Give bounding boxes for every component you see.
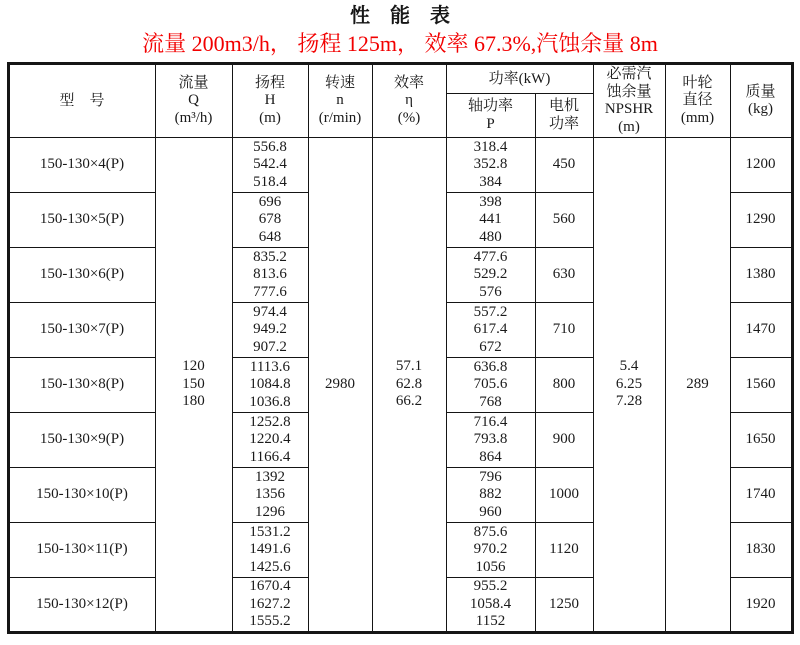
head-value: 1531.2 — [249, 523, 291, 540]
head-values-cell — [232, 578, 308, 633]
shaft-power-values-cell — [446, 358, 535, 413]
model-cell: 150-130×6(P) — [8, 248, 155, 303]
header-line: 转速 — [324, 74, 355, 91]
shaft-power-values-cell — [446, 248, 535, 303]
performance-table — [7, 62, 794, 634]
header-line: 必需汽 — [606, 66, 652, 82]
shaft-power-values-cell — [446, 413, 535, 468]
head-value: 1555.2 — [249, 613, 291, 630]
shaft-power-value: 576 — [479, 283, 502, 300]
head-values-cell — [232, 248, 308, 303]
header-line: (kg) — [748, 101, 773, 117]
header-line: (%) — [397, 109, 421, 126]
head-value: 1491.6 — [249, 541, 291, 558]
shaft-power-value: 796 — [479, 468, 502, 485]
flow-value: 120 — [182, 358, 205, 375]
efficiency-shared-cell — [372, 138, 446, 633]
header-line: (mm) — [680, 109, 715, 126]
head-values-cell — [232, 358, 308, 413]
head-value: 813.6 — [253, 266, 287, 283]
head-value: 777.6 — [253, 283, 287, 300]
motor-power-cell: 1250 — [535, 578, 593, 633]
model-cell: 150-130×8(P) — [8, 358, 155, 413]
shaft-power-value: 768 — [479, 393, 502, 410]
model-cell: 150-130×7(P) — [8, 303, 155, 358]
head-value: 542.4 — [253, 156, 287, 173]
shaft-power-value: 955.2 — [473, 578, 508, 595]
shaft-power-values-cell — [446, 138, 535, 193]
header-row-top — [8, 64, 792, 94]
head-values-cell — [232, 468, 308, 523]
head-value: 1627.2 — [249, 595, 291, 612]
shaft-power-value: 384 — [479, 173, 502, 190]
mass-cell: 1380 — [730, 248, 792, 303]
head-values-cell — [232, 413, 308, 468]
header-line: n — [336, 92, 344, 109]
flow-value: 150 — [182, 375, 205, 392]
mass-cell: 1290 — [730, 193, 792, 248]
shaft-power-value: 960 — [479, 503, 502, 520]
model-cell: 150-130×11(P) — [8, 523, 155, 578]
header-line: 直径 — [682, 92, 713, 109]
shaft-power-value: 480 — [479, 228, 502, 245]
head-value: 907.2 — [253, 338, 287, 355]
shaft-power-value: 477.6 — [473, 248, 508, 265]
flow-shared-cell — [155, 138, 232, 633]
col-header-motor-power — [535, 94, 593, 138]
header-line: 蚀余量 — [606, 83, 652, 100]
head-value: 1356 — [255, 486, 285, 503]
head-value: 1220.4 — [249, 431, 291, 448]
shaft-power-value: 672 — [479, 338, 502, 355]
head-value: 648 — [258, 228, 282, 245]
header-line: 效率 — [393, 74, 424, 91]
header-line: (m) — [618, 118, 640, 135]
head-value: 835.2 — [253, 248, 287, 265]
shaft-power-value: 1058.4 — [469, 595, 512, 612]
shaft-power-value: 882 — [479, 486, 502, 503]
header-line: η — [405, 92, 413, 109]
rated-parameters-subtitle: 流量 200m3/h， 扬程 125m， 效率 67.3%,汽蚀余量 8m — [142, 31, 658, 56]
col-header-flow — [155, 64, 232, 138]
col-header-speed — [308, 64, 372, 138]
header-line: 轴功率 — [467, 98, 513, 114]
efficiency-value: 62.8 — [395, 375, 423, 392]
motor-power-cell: 710 — [535, 303, 593, 358]
head-values-cell — [232, 523, 308, 578]
head-values-cell — [232, 303, 308, 358]
head-value: 1296 — [255, 503, 285, 520]
header-line: 流量 — [178, 74, 209, 91]
motor-power-cell: 1000 — [535, 468, 593, 523]
mass-cell: 1650 — [730, 413, 792, 468]
shaft-power-value: 1056 — [475, 558, 506, 575]
head-values-cell — [232, 193, 308, 248]
shaft-power-value: 557.2 — [473, 303, 508, 320]
header-line: 扬程 — [254, 74, 285, 91]
header-line: P — [486, 115, 495, 132]
speed-shared-cell: 2980 — [308, 138, 372, 633]
shaft-power-values-cell — [446, 303, 535, 358]
mass-cell: 1830 — [730, 523, 792, 578]
model-cell: 150-130×5(P) — [8, 193, 155, 248]
shaft-power-value: 529.2 — [473, 266, 508, 283]
shaft-power-value: 1152 — [475, 613, 506, 630]
head-value: 1166.4 — [249, 448, 291, 465]
mass-cell: 1560 — [730, 358, 792, 413]
npshr-shared-cell — [593, 138, 665, 633]
motor-power-cell: 800 — [535, 358, 593, 413]
motor-power-cell: 1120 — [535, 523, 593, 578]
shaft-power-values-cell — [446, 578, 535, 633]
header-line: 功率 — [548, 115, 579, 132]
head-value: 1392 — [255, 468, 285, 485]
head-value: 1670.4 — [249, 578, 291, 595]
header-line: 叶轮 — [682, 74, 713, 91]
motor-power-cell: 630 — [535, 248, 593, 303]
head-value: 678 — [258, 211, 282, 228]
shaft-power-value: 318.4 — [473, 138, 508, 155]
mass-cell: 1740 — [730, 468, 792, 523]
col-header-mass — [730, 64, 792, 138]
head-value: 556.8 — [253, 138, 287, 155]
model-cell: 150-130×9(P) — [8, 413, 155, 468]
head-value: 1252.8 — [249, 413, 291, 430]
npshr-value: 7.28 — [615, 393, 643, 410]
header-line: Q — [188, 92, 199, 109]
head-value: 949.2 — [253, 321, 287, 338]
mass-cell: 1200 — [730, 138, 792, 193]
header-line: (m) — [259, 109, 281, 126]
col-header-power-group: 功率(kW) — [446, 64, 593, 94]
shaft-power-value: 352.8 — [473, 156, 508, 173]
shaft-power-value: 864 — [479, 448, 502, 465]
table-row — [8, 138, 792, 193]
shaft-power-value: 793.8 — [473, 431, 508, 448]
shaft-power-value: 875.6 — [473, 523, 508, 540]
header-line: (m³/h) — [174, 109, 213, 126]
shaft-power-value: 705.6 — [473, 376, 508, 393]
header-line: NPSHR — [604, 101, 654, 117]
col-header-impeller-diameter — [665, 64, 730, 138]
head-values-cell — [232, 138, 308, 193]
model-cell: 150-130×4(P) — [8, 138, 155, 193]
efficiency-value: 57.1 — [395, 358, 423, 375]
page-title: 性 能 表 — [350, 3, 450, 27]
col-header-npshr — [593, 64, 665, 138]
npshr-value: 5.4 — [619, 358, 639, 375]
header-line: 电机 — [548, 98, 579, 114]
shaft-power-value: 716.4 — [473, 413, 508, 430]
head-value: 974.4 — [253, 303, 287, 320]
motor-power-cell: 560 — [535, 193, 593, 248]
model-cell: 150-130×12(P) — [8, 578, 155, 633]
head-value: 1036.8 — [249, 393, 291, 410]
header-line: (r/min) — [318, 109, 362, 126]
shaft-power-value: 970.2 — [473, 541, 508, 558]
head-value: 518.4 — [253, 173, 287, 190]
flow-value: 180 — [182, 393, 205, 410]
header-line: H — [264, 92, 276, 109]
header-line: 质量 — [745, 83, 776, 100]
shaft-power-value: 441 — [479, 211, 502, 228]
head-value: 696 — [258, 193, 282, 210]
col-header-head — [232, 64, 308, 138]
efficiency-value: 66.2 — [395, 393, 423, 410]
head-value: 1084.8 — [249, 376, 291, 393]
motor-power-cell: 450 — [535, 138, 593, 193]
model-cell: 150-130×10(P) — [8, 468, 155, 523]
col-header-model: 型 号 — [8, 64, 155, 138]
head-value: 1425.6 — [249, 558, 291, 575]
mass-cell: 1920 — [730, 578, 792, 633]
mass-cell: 1470 — [730, 303, 792, 358]
shaft-power-value: 617.4 — [473, 321, 508, 338]
motor-power-cell: 900 — [535, 413, 593, 468]
col-header-shaft-power — [446, 94, 535, 138]
shaft-power-values-cell — [446, 193, 535, 248]
shaft-power-values-cell — [446, 468, 535, 523]
shaft-power-value: 398 — [479, 193, 502, 210]
impeller-diameter-cell: 289 — [665, 138, 730, 633]
shaft-power-values-cell — [446, 523, 535, 578]
head-value: 1113.6 — [249, 358, 291, 375]
shaft-power-value: 636.8 — [473, 358, 508, 375]
npshr-value: 6.25 — [615, 375, 643, 392]
col-header-efficiency — [372, 64, 446, 138]
